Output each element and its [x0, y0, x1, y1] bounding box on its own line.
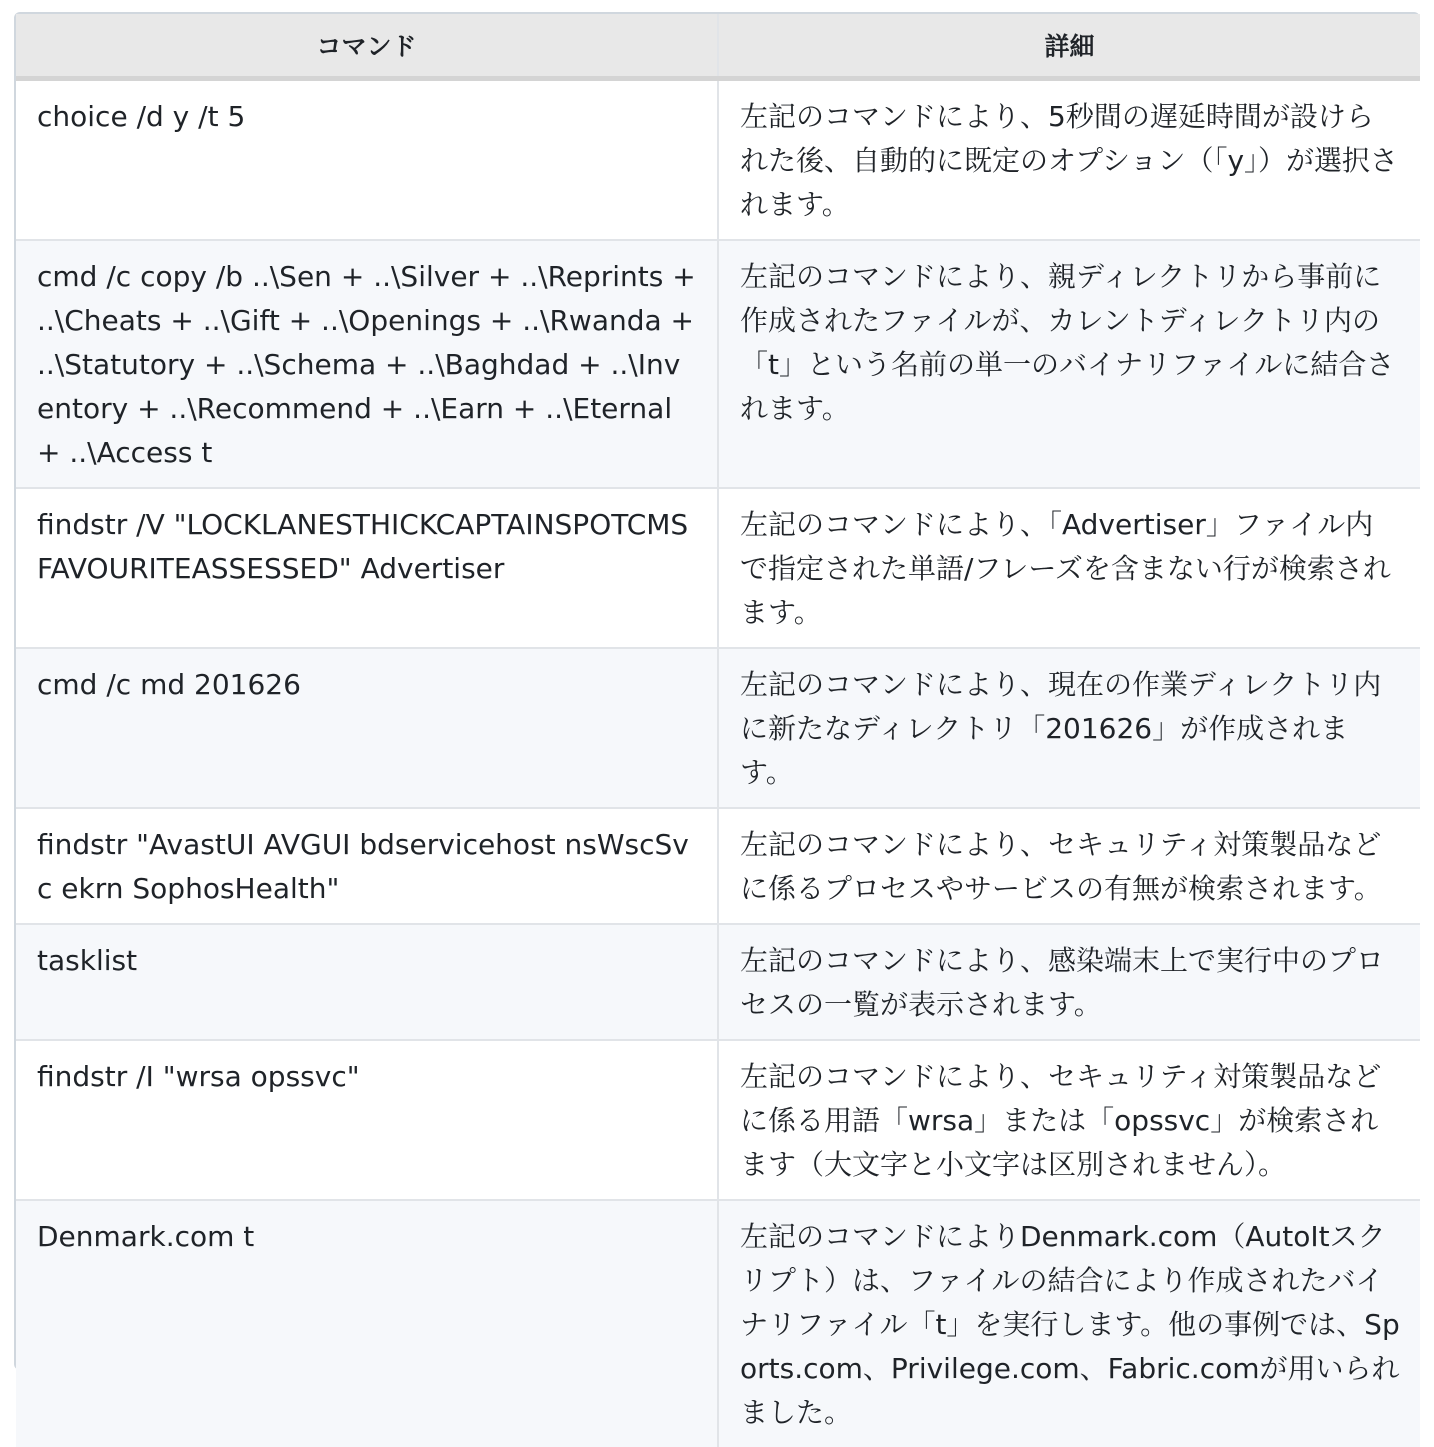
table-row	[16, 924, 1420, 1040]
table-row	[16, 240, 1420, 488]
detail-cell: 左記のコマンドにより、親ディレクトリから事前に作成されたファイルが、カレントディレクトリ内の「t」という名前の単一のバイナリファイルに結合されます。	[718, 240, 1420, 488]
command-cell: findstr /V "LOCKLANESTHICKCAPTAINSPOTCMSFAVOURITEASSESSED" Advertiser	[16, 488, 718, 648]
table-row	[16, 1200, 1420, 1447]
detail-cell: 左記のコマンドにより、「Advertiser」ファイル内で指定された単語/フレーズを含まない行が検索されます。	[718, 488, 1420, 648]
detail-cell: 左記のコマンドにより、セキュリティ対策製品などに係る用語「wrsa」または「opssvc」が検索されます（大文字と小文字は区別されません）。	[718, 1040, 1420, 1200]
command-cell: findstr "AvastUI AVGUI bdservicehost nsWscSvc ekrn SophosHealth"	[16, 808, 718, 924]
detail-cell: 左記のコマンドによりDenmark.com（AutoItスクリプト）は、ファイルの結合により作成されたバイナリファイル「t」を実行します。他の事例では、Sports.com、Privilege.com、Fabric.comが用いられました。	[718, 1200, 1420, 1447]
detail-cell: 左記のコマンドにより、感染端末上で実行中のプロセスの一覧が表示されます。	[718, 924, 1420, 1040]
table-row	[16, 79, 1420, 241]
command-cell: tasklist	[16, 924, 718, 1040]
command-cell: findstr /I "wrsa opssvc"	[16, 1040, 718, 1200]
header-command: コマンド	[16, 14, 718, 79]
table-header-row	[16, 14, 1420, 79]
table-row	[16, 488, 1420, 648]
table-row	[16, 808, 1420, 924]
command-table-grid	[16, 14, 1420, 1447]
table-row	[16, 1040, 1420, 1200]
command-cell: cmd /c md 201626	[16, 648, 718, 808]
header-detail: 詳細	[718, 14, 1420, 79]
table-row	[16, 648, 1420, 808]
command-cell: choice /d y /t 5	[16, 79, 718, 241]
command-cell: cmd /c copy /b ..\Sen + ..\Silver + ..\Reprints + ..\Cheats + ..\Gift + ..\Openings + ..\Rwanda + ..\Statutory + ..\Schema + ..\Baghdad + ..\Inventory + ..\Recommend + ..\Earn + ..\Eternal + ..\Access t	[16, 240, 718, 488]
detail-cell: 左記のコマンドにより、現在の作業ディレクトリ内に新たなディレクトリ「201626」が作成されます。	[718, 648, 1420, 808]
command-table	[14, 12, 1420, 1429]
detail-cell: 左記のコマンドにより、セキュリティ対策製品などに係るプロセスやサービスの有無が検索されます。	[718, 808, 1420, 924]
command-cell: Denmark.com t	[16, 1200, 718, 1447]
detail-cell: 左記のコマンドにより、5秒間の遅延時間が設けられた後、自動的に既定のオプション（「y」）が選択されます。	[718, 79, 1420, 241]
